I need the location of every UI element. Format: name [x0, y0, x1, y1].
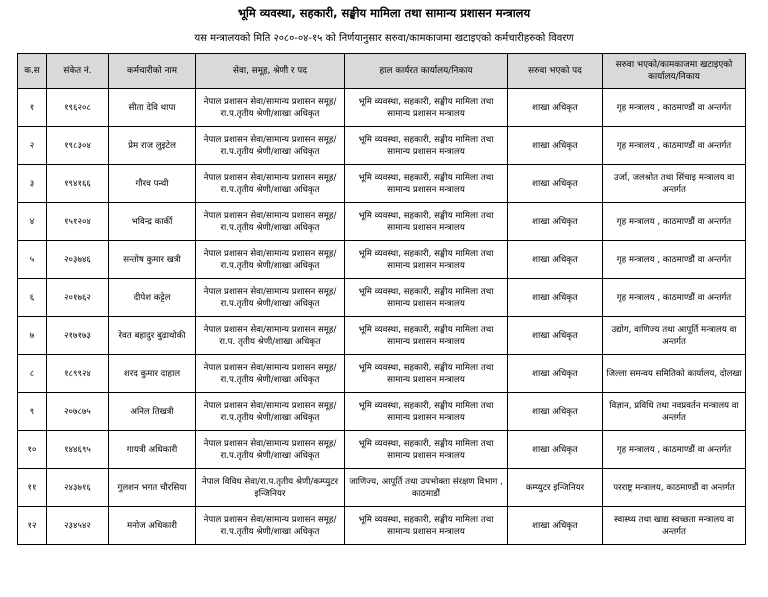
cell-transfer-office: परराष्ट्र मन्त्रालय, काठमाण्डौं वा अन्तर्गत [603, 469, 746, 507]
cell-name: अनिल तिखत्री [109, 393, 196, 431]
cell-name: गौरव पन्थी [109, 165, 196, 203]
document-subtitle: यस मन्त्रालयको मिति २०८०-०४-१५ को निर्णयानुसार सरुवा/कामकाजमा खटाइएको कर्मचारीहरुको विवरण [194, 33, 574, 44]
cell-post: शाखा अधिकृत [508, 355, 603, 393]
cell-serial: ९ [18, 393, 47, 431]
cell-code: २०१७६२ [47, 279, 109, 317]
cell-serial: ५ [18, 241, 47, 279]
header-name: कर्मचारीको नाम [109, 54, 196, 89]
cell-name: सन्तोष कुमार खत्री [109, 241, 196, 279]
cell-code: १४४६९५ [47, 431, 109, 469]
cell-code: १५१२०४ [47, 203, 109, 241]
cell-transfer-office: गृह मन्त्रालय , काठमाण्डौं वा अन्तर्गत [603, 203, 746, 241]
cell-serial: ३ [18, 165, 47, 203]
cell-name: प्रेम राज लुइटेल [109, 127, 196, 165]
cell-service: नेपाल प्रशासन सेवा/सामान्य प्रशासन समूह/रा.प.तृतीय श्रेणी/शाखा अधिकृत [196, 203, 345, 241]
cell-transfer-office: विज्ञान, प्रविधि तथा नवप्रवर्तन मन्त्रालय वा अन्तर्गत [603, 393, 746, 431]
cell-service: नेपाल प्रशासन सेवा/सामान्य प्रशासन समूह/रा.प.तृतीय श्रेणी/शाखा अधिकृत [196, 89, 345, 127]
cell-service: नेपाल प्रशासन सेवा/सामान्य प्रशासन समूह/रा.प.तृतीय श्रेणी/शाखा अधिकृत [196, 127, 345, 165]
cell-code: २३४५४२ [47, 507, 109, 545]
cell-name: शरद कुमार दाहाल [109, 355, 196, 393]
table-row [18, 127, 746, 165]
cell-serial: ४ [18, 203, 47, 241]
cell-code: २०३७४६ [47, 241, 109, 279]
header-transfer-office: सरुवा भएको/कामकाजमा खटाइएको कार्यालय/निकाय [603, 54, 746, 89]
cell-service: नेपाल प्रशासन सेवा/सामान्य प्रशासन समूह/रा.प.तृतीय श्रेणी/शाखा अधिकृत [196, 355, 345, 393]
table-row [18, 89, 746, 127]
header-serial: क.स [18, 54, 47, 89]
cell-name: मनोज अधिकारी [109, 507, 196, 545]
cell-post: कम्प्युटर इन्जिनियर [508, 469, 603, 507]
cell-transfer-office: गृह मन्त्रालय , काठमाण्डौं वा अन्तर्गत [603, 279, 746, 317]
table-body [18, 89, 746, 545]
table-row [18, 355, 746, 393]
cell-transfer-office: उर्जा, जलश्रोत तथा सिंचाइ मन्त्रालय वा अन्तर्गत [603, 165, 746, 203]
cell-code: २०७८७५ [47, 393, 109, 431]
cell-name: गुलशन भगत चौरसिया [109, 469, 196, 507]
cell-current-office: भूमि व्यवस्था, सहकारी, सङ्घीय मामिला तथा सामान्य प्रशासन मन्त्रालय [345, 317, 508, 355]
cell-serial: ११ [18, 469, 47, 507]
cell-post: शाखा अधिकृत [508, 203, 603, 241]
cell-current-office: भूमि व्यवस्था, सहकारी, सङ्घीय मामिला तथा सामान्य प्रशासन मन्त्रालय [345, 279, 508, 317]
table-row [18, 203, 746, 241]
cell-post: शाखा अधिकृत [508, 393, 603, 431]
table-row [18, 279, 746, 317]
header-post: सरुवा भएको पद [508, 54, 603, 89]
header-current-office: हाल कार्यरत कार्यालय/निकाय [345, 54, 508, 89]
cell-service: नेपाल प्रशासन सेवा/सामान्य प्रशासन समूह/रा.प.तृतीय श्रेणी/शाखा अधिकृत [196, 241, 345, 279]
cell-service: नेपाल प्रशासन सेवा/सामान्य प्रशासन समूह/रा.प.तृतीय श्रेणी/शाखा अधिकृत [196, 165, 345, 203]
cell-transfer-office: गृह मन्त्रालय , काठमाण्डौं वा अन्तर्गत [603, 89, 746, 127]
cell-name: भविन्द्र कार्की [109, 203, 196, 241]
cell-service: नेपाल प्रशासन सेवा/सामान्य प्रशासन समूह/रा.प.तृतीय श्रेणी/शाखा अधिकृत [196, 507, 345, 545]
cell-post: शाखा अधिकृत [508, 89, 603, 127]
cell-code: १८९९२४ [47, 355, 109, 393]
cell-name: रेवत बहादुर बुढाथोकी [109, 317, 196, 355]
header-row [18, 54, 746, 89]
cell-post: शाखा अधिकृत [508, 507, 603, 545]
table-row [18, 241, 746, 279]
cell-code: १९६२०८ [47, 89, 109, 127]
cell-current-office: भूमि व्यवस्था, सहकारी, सङ्घीय मामिला तथा सामान्य प्रशासन मन्त्रालय [345, 507, 508, 545]
cell-transfer-office: उद्योग, वाणिज्य तथा आपूर्ति मन्त्रालय वा अन्तर्गत [603, 317, 746, 355]
cell-code: १९४१६६ [47, 165, 109, 203]
cell-name: दीपेश कट्टेल [109, 279, 196, 317]
cell-post: शाखा अधिकृत [508, 279, 603, 317]
cell-current-office: भूमि व्यवस्था, सहकारी, सङ्घीय मामिला तथा सामान्य प्रशासन मन्त्रालय [345, 241, 508, 279]
cell-current-office: भूमि व्यवस्था, सहकारी, सङ्घीय मामिला तथा सामान्य प्रशासन मन्त्रालय [345, 165, 508, 203]
cell-post: शाखा अधिकृत [508, 241, 603, 279]
cell-serial: ७ [18, 317, 47, 355]
cell-code: १९८३०४ [47, 127, 109, 165]
cell-transfer-office: गृह मन्त्रालय , काठमाण्डौं वा अन्तर्गत [603, 127, 746, 165]
cell-serial: १२ [18, 507, 47, 545]
cell-current-office: भूमि व्यवस्था, सहकारी, सङ्घीय मामिला तथा सामान्य प्रशासन मन्त्रालय [345, 89, 508, 127]
table-row [18, 431, 746, 469]
cell-name: सीता देवि थापा [109, 89, 196, 127]
table-header [18, 54, 746, 89]
table-row [18, 317, 746, 355]
cell-code: २१७१७३ [47, 317, 109, 355]
cell-current-office: भूमि व्यवस्था, सहकारी, सङ्घीय मामिला तथा सामान्य प्रशासन मन्त्रालय [345, 393, 508, 431]
cell-code: २४३७१६ [47, 469, 109, 507]
cell-post: शाखा अधिकृत [508, 165, 603, 203]
cell-serial: १ [18, 89, 47, 127]
cell-post: शाखा अधिकृत [508, 127, 603, 165]
cell-service: नेपाल प्रशासन सेवा/सामान्य प्रशासन समूह/रा.प. तृतीय श्रेणी/शाखा अधिकृत [196, 317, 345, 355]
cell-serial: २ [18, 127, 47, 165]
cell-current-office: भूमि व्यवस्था, सहकारी, सङ्घीय मामिला तथा सामान्य प्रशासन मन्त्रालय [345, 203, 508, 241]
cell-transfer-office: जिल्ला समन्वय समितिको कार्यालय, दोलखा [603, 355, 746, 393]
cell-name: गायत्री अधिकारी [109, 431, 196, 469]
table-row [18, 165, 746, 203]
cell-serial: ६ [18, 279, 47, 317]
cell-post: शाखा अधिकृत [508, 431, 603, 469]
cell-current-office: भूमि व्यवस्था, सहकारी, सङ्घीय मामिला तथा सामान्य प्रशासन मन्त्रालय [345, 431, 508, 469]
cell-service: नेपाल विविध सेवा/रा.प.तृतीय श्रेणी/कम्प्युटर इन्जिनियर [196, 469, 345, 507]
cell-current-office: भूमि व्यवस्था, सहकारी, सङ्घीय मामिला तथा सामान्य प्रशासन मन्त्रालय [345, 127, 508, 165]
table-row [18, 469, 746, 507]
transfer-table [17, 53, 746, 545]
cell-current-office: भूमि व्यवस्था, सहकारी, सङ्घीय मामिला तथा सामान्य प्रशासन मन्त्रालय [345, 355, 508, 393]
cell-transfer-office: स्वास्थ्य तथा खाद्य स्वच्छता मन्त्रालय वा अन्तर्गत [603, 507, 746, 545]
cell-post: शाखा अधिकृत [508, 317, 603, 355]
cell-service: नेपाल प्रशासन सेवा/सामान्य प्रशासन समूह/रा.प.तृतीय श्रेणी/शाखा अधिकृत [196, 279, 345, 317]
cell-service: नेपाल प्रशासन सेवा/सामान्य प्रशासन समूह/रा.प.तृतीय श्रेणी/शाखा अधिकृत [196, 431, 345, 469]
cell-service: नेपाल प्रशासन सेवा/सामान्य प्रशासन समूह/रा.प.तृतीय श्रेणी/शाखा अधिकृत [196, 393, 345, 431]
document-title: भूमि व्यवस्था, सहकारी, सङ्घीय मामिला तथा सामान्य प्रशासन मन्त्रालय [237, 6, 531, 20]
cell-serial: ८ [18, 355, 47, 393]
table-row [18, 507, 746, 545]
cell-transfer-office: गृह मन्त्रालय , काठमाण्डौं वा अन्तर्गत [603, 431, 746, 469]
cell-transfer-office: गृह मन्त्रालय , काठमाण्डौं वा अन्तर्गत [603, 241, 746, 279]
cell-current-office: जाणिज्य, आपूर्ति तथा उपभोक्ता संरक्षण विभाग , काठमाडौं [345, 469, 508, 507]
table-row [18, 393, 746, 431]
header-code: संकेत नं. [47, 54, 109, 89]
header-service: सेवा, समूह, श्रेणी र पद [196, 54, 345, 89]
cell-serial: १० [18, 431, 47, 469]
